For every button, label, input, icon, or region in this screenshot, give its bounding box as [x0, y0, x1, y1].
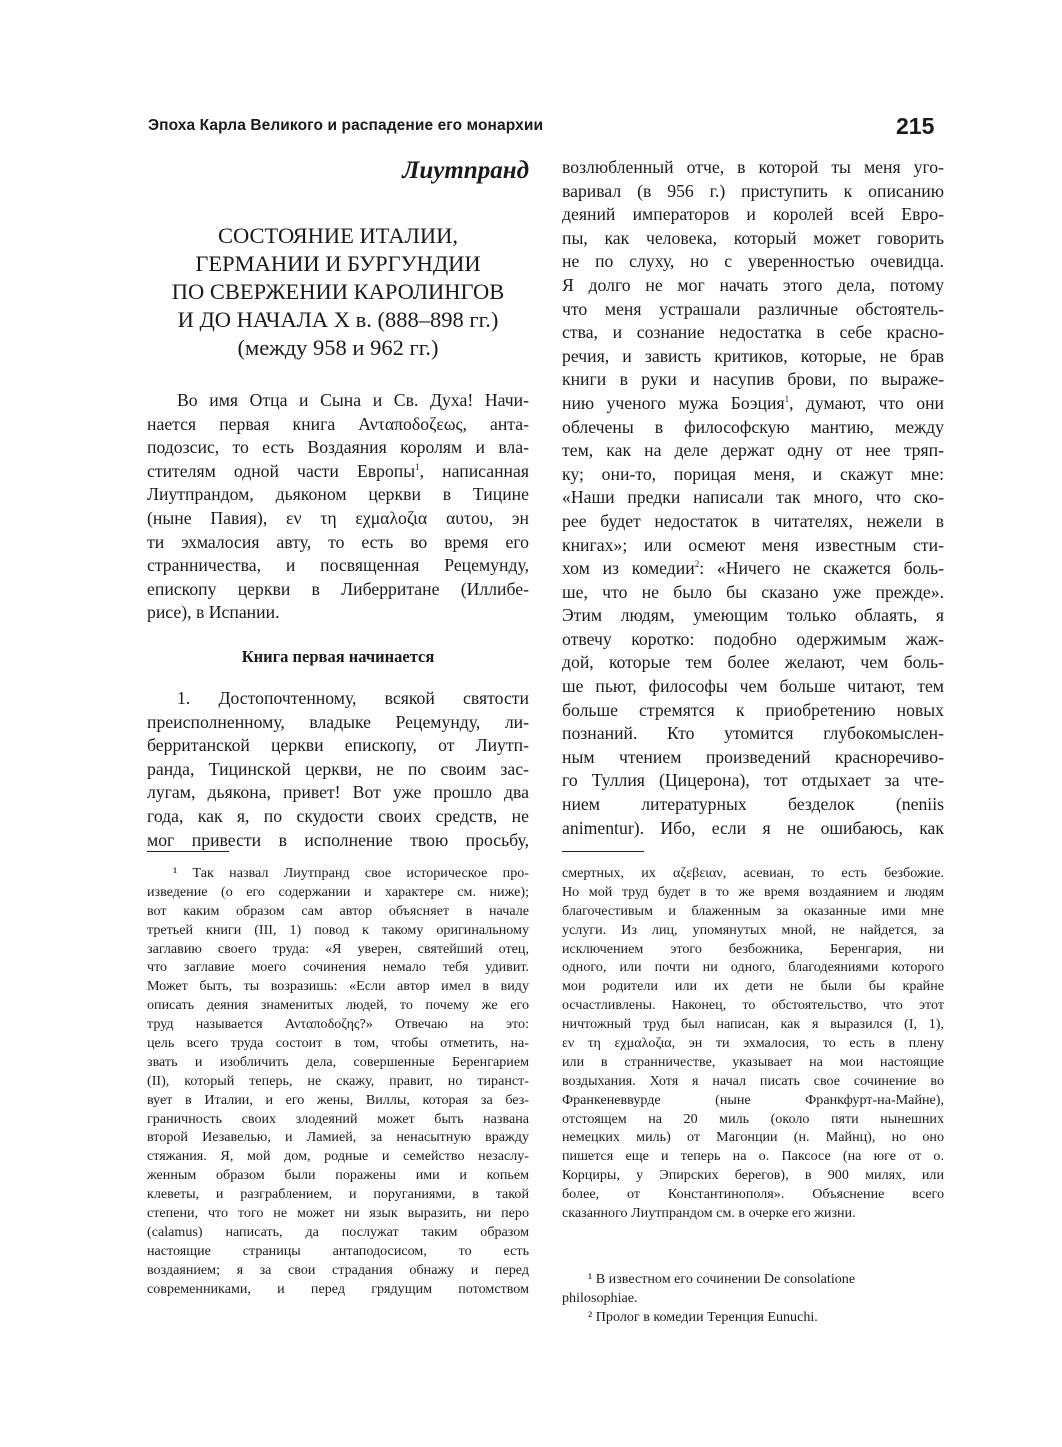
text-line: больше стремятся к приобретению новых	[562, 699, 944, 720]
text-fragment: хом из комедии	[562, 558, 695, 579]
text-line: лугам, дьякона, привет! Вот уже прошло два	[147, 782, 529, 803]
footnote-divider	[562, 851, 644, 852]
footnote-line: третьей книги (III, 1) повод к такому оригинальному	[147, 921, 529, 938]
text-line: го Туллия (Цицерона), тот отдыхает за чте-	[562, 770, 944, 791]
author-name: Лиутпранд	[402, 157, 529, 184]
text-line: книги в руки и насупив брови, по выраже-	[562, 369, 944, 390]
text-line: рисе), в Испании.	[147, 602, 280, 623]
footnote-line: Может быть, ты возразишь: «Если автор имел в виду	[147, 978, 529, 995]
footnote-line: более, от Константинополя». Объяснение всего	[562, 1186, 944, 1203]
footnote-line: изведение (о его содержании и характере см. ниже);	[147, 883, 529, 900]
text-fragment: стителям одной части Европы	[147, 460, 416, 481]
footnote-ref: 1	[415, 461, 420, 472]
footnote-line: или в странничестве, указывает на мои настоящие	[562, 1053, 944, 1070]
text-line: деяний императоров и королей всей Евро-	[562, 204, 944, 225]
text-line: преисполненному, владыке Рецемунду, ли-	[147, 711, 529, 732]
footnote-line: стяжания. Я, мой дом, родные и семейство незаслу-	[147, 1148, 529, 1165]
author-note-line: ¹ В известном его сочинении De consolatione	[588, 1271, 856, 1287]
section-heading: Книга первая начинается	[241, 646, 435, 666]
paragraph-1	[147, 687, 529, 852]
chapter-title	[147, 222, 529, 362]
footnote-line: граничность своих злодеяний может быть названа	[147, 1110, 529, 1127]
footnote-line: отстоящем на 20 миль (около пяти нынешних	[562, 1110, 944, 1127]
footnotes-left	[147, 864, 529, 1298]
footnote-line: звать и изобличить дела, совершенные Беренгарием	[147, 1053, 529, 1070]
text-line: ства, и сознание недостатка в себе красно-	[562, 322, 944, 343]
footnote-line: смертных, их αζεβειαν, асевиан, то есть безбожие.	[562, 865, 944, 881]
text-line: года, как я, по скудости своих средств, не	[147, 805, 529, 826]
text-line: тем, как на деле держат одну от нее тряп-	[562, 440, 944, 461]
author-note-line: philosophiae.	[562, 1289, 638, 1306]
footnote-line: труд называется Ανταποδοζης?» Отвечаю на это:	[147, 1016, 529, 1033]
text-line: подозсис, то есть Воздаяния королям и вла-	[147, 437, 529, 458]
text-line: Лиутпрандом, дьяконом церкви в Тицине	[147, 484, 529, 505]
text-line: «Наши предки написали так много, что ско-	[562, 487, 944, 508]
footnote-ref: 2	[694, 559, 700, 570]
footnote-line: второй Иезавелью, и Ламией, за ненасытную вражду	[147, 1129, 529, 1146]
footnote-line: немецких миль) от Магонции (н. Майнц), но оно	[562, 1129, 944, 1146]
footnote-line: степени, что того не может ни язык выразить, ни перо	[147, 1205, 529, 1222]
footnote-line: мои родители или их дети не были бы крайне	[562, 978, 944, 995]
text-line: Во имя Отца и Сына и Св. Духа! Начи-	[177, 390, 529, 410]
text-line: ше пьют, философы чем больше читают, тем	[562, 676, 944, 697]
footnote-line: современниками, и перед грядущим потомством	[147, 1280, 529, 1297]
footnote-line: благочестивым и блаженным за оказанные ими мне	[562, 902, 944, 919]
footnotes-right	[562, 864, 944, 1223]
footnote-line: вот каким образом сам автор объясняет в начале	[147, 902, 529, 919]
text-line: варивал (в 956 г.) приступить к описанию	[562, 180, 944, 201]
footnote-line: вует в Италии, и его жены, Виллы, которая за без-	[147, 1091, 529, 1108]
text-line: ранда, Тицинской церкви, не по своим зас-	[147, 758, 529, 779]
text-line: облечены в философскую мантию, между	[562, 416, 944, 437]
footnote-line: женным образом были поражены ими и копьем	[147, 1167, 529, 1184]
text-fragment: нию ученого мужа Боэция	[562, 392, 785, 413]
footnote-line: воздыхания. Хотя я начал писать свое сочинение во	[562, 1072, 944, 1089]
page-number: 215	[896, 113, 935, 139]
footnote-line: ничтожный труд был написан, как я выразился (I, 1),	[562, 1016, 944, 1033]
footnote-line: Франкеневвурде (ныне Франкфурт-на-Майне),	[562, 1091, 944, 1108]
text-line: пы, как человека, который может говорить	[562, 227, 944, 248]
text-line: отвечу коротко: подобно одержимым жаж-	[562, 628, 944, 649]
text-line	[562, 557, 944, 581]
text-line: Я долго не мог начать этого дела, потому	[562, 274, 944, 295]
footnote-ref: 1	[784, 394, 790, 405]
text-fragment: , написанная	[419, 460, 529, 481]
text-line: речия, и зависть критиков, которые, не брав	[562, 345, 944, 366]
text-fragment: , думают, что они	[789, 392, 944, 413]
text-line: 1. Достопочтенному, всякой святости	[177, 687, 529, 708]
title-line: СОСТОЯНИЕ ИТАЛИИ,	[218, 223, 458, 248]
left-column	[147, 156, 529, 852]
footnote-line: ¹ Так назвал Лиутпранд свое историческое про-	[173, 865, 529, 881]
text-line: странничества, и посвященная Рецемунду,	[147, 555, 529, 576]
text-line: ти эхмалосия авту, то есть во время его	[147, 531, 529, 552]
footnote-line: настоящие страницы антаподосисом, то есть	[147, 1242, 529, 1259]
text-line	[147, 460, 529, 484]
footnote-line: Корциры, у Эпирских берегов), в 900 милях, или	[562, 1167, 944, 1184]
text-line: берританской церкви епископу, от Лиутп-	[147, 735, 529, 756]
footnote-line: цель всего труда состоит в том, чтобы отметить, на-	[147, 1035, 529, 1052]
text-line: Этим людям, умеющим только облаять, я	[562, 605, 944, 626]
intro-paragraph	[147, 389, 529, 625]
title-line: ПО СВЕРЖЕНИИ КАРОЛИНГОВ	[171, 279, 505, 304]
text-line: дой, которые тем более желают, чем боль-	[562, 652, 944, 673]
text-line: мог привести в исполнение твою просьбу,	[147, 829, 529, 850]
right-column	[562, 156, 944, 840]
text-line: ше, что не было бы сказано уже прежде».	[562, 581, 944, 602]
title-line: (между 958 и 962 гг.)	[237, 335, 439, 360]
text-line: что меня устрашали различные обстоятель-	[562, 298, 944, 319]
footnote-line: услуги. Из лиц, упомянутых мной, не найдется, за	[562, 921, 944, 938]
footnote-line: Но мой труд будет в то же время воздаянием и людям	[562, 883, 944, 900]
footnote-divider	[147, 851, 229, 852]
footnote-line: (calamus) написать, да послужат таким образом	[147, 1223, 529, 1240]
running-head: Эпоха Карла Великого и распадение его монархии	[148, 117, 544, 134]
footnote-line: (II), который теперь, не скажу, правит, но тиранст-	[147, 1072, 529, 1089]
text-line: ным чтением произведений красноречиво-	[562, 746, 944, 767]
text-line: епископу церкви в Либерритане (Иллибе-	[147, 578, 529, 599]
text-line: книгах»; или осмеют меня известным сти-	[562, 534, 944, 555]
text-line: нается первая книга Ανταποδοζεως, анта-	[147, 413, 529, 434]
footnote-line: клеветы, и разграблением, и поруганиями, в такой	[147, 1186, 529, 1203]
author-notes	[562, 1270, 944, 1327]
text-line: познаний. Кто утомится глубокомыслен-	[562, 723, 944, 744]
title-line: И ДО НАЧАЛА X в. (888–898 гг.)	[177, 307, 499, 332]
footnote-line: осчастливлены. Наконец, то обстоятельство, что этот	[562, 997, 944, 1014]
footnote-line: воздаянием; я за свои страдания обнажу и перед	[147, 1261, 529, 1278]
text-line: animentur). Ибо, если я не ошибаюсь, как	[562, 817, 944, 838]
footnote-line: сказанного Лиутпрандом см. в очерке его жизни.	[562, 1205, 856, 1222]
footnote-line: исключением этого безбожника, Беренгария, ни	[562, 940, 944, 957]
footnote-line: заглавию своего труда: «Я уверен, святейший отец,	[147, 940, 529, 957]
text-line	[562, 392, 944, 416]
footnote-line: εν τη εχμαλοζια, эн ти эхмалосия, то есть в плену	[562, 1035, 944, 1052]
footnote-line: пишется еще и теперь на о. Паксосе (на юге от о.	[562, 1148, 944, 1165]
footnote-line: одного, или почти ни одного, благодеяниями которого	[562, 959, 944, 976]
footnote-line: описать деяния знаменитых людей, то почему же его	[147, 997, 529, 1014]
text-line: ку; они-то, порицая меня, и скажут мне:	[562, 463, 944, 484]
text-fragment: : «Ничего не скажется боль-	[699, 558, 945, 579]
text-line: нием литературных безделок (neniis	[562, 794, 944, 815]
footnote-line: что заглавие моего сочинения немало тебя удивит.	[147, 959, 529, 976]
author-note-line: ² Пролог в комедии Теренция Eunuchi.	[588, 1308, 818, 1325]
text-line: возлюбленный отче, в которой ты меня уго-	[562, 157, 944, 177]
text-line: рее будет недостаток в читателях, нежели в	[562, 510, 944, 531]
title-line: ГЕРМАНИИ И БУРГУНДИИ	[195, 251, 481, 276]
text-line: (ныне Павия), εν τη εχμαλοζια αυτου, эн	[147, 507, 529, 528]
text-line: не по слуху, но с уверенностью очевидца.	[562, 251, 944, 272]
